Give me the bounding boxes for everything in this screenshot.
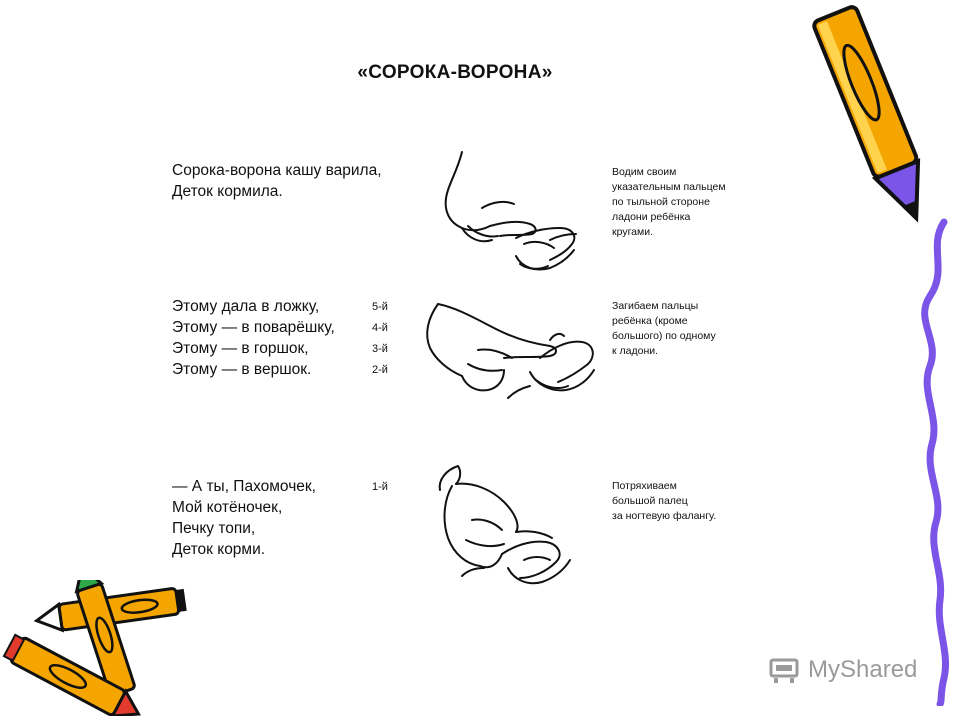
instruction-line: указательным пальцем [612, 181, 726, 193]
finger-number: 2-й [372, 364, 388, 376]
instruction-line: по тыльной стороне [612, 196, 710, 208]
verse-line: Деток кормила. [172, 183, 283, 200]
instruction-line: к ладони. [612, 345, 659, 357]
instruction-1 [612, 165, 772, 240]
verse-line: Деток корми. [172, 541, 266, 558]
instruction-line: большого) по одному [612, 330, 716, 342]
verse-2 [172, 296, 335, 380]
pencil-icon-bottom-left [0, 580, 196, 716]
hand-illustration-1 [432, 148, 592, 276]
verse-line: — А ты, Пахомочек, [172, 478, 316, 495]
verse-3 [172, 476, 316, 560]
finger-number: 5-й [372, 301, 388, 313]
hand-illustration-3 [432, 460, 584, 590]
instruction-line: Потряхиваем [612, 480, 677, 492]
instruction-line: Водим своим [612, 166, 677, 178]
instruction-line: ребёнка (кроме [612, 315, 688, 327]
finger-numbers-2 [372, 297, 388, 381]
instruction-2 [612, 299, 772, 359]
verse-line: Этому дала в ложку, [172, 298, 320, 315]
instruction-line: большой палец [612, 495, 688, 507]
hand-illustration-2 [418, 300, 602, 404]
finger-number: 3-й [372, 343, 388, 355]
watermark [768, 656, 917, 684]
verse-line: Печку топи, [172, 520, 256, 537]
watermark-logo-icon [768, 656, 800, 684]
finger-number: 1-й [372, 481, 388, 493]
finger-numbers-3 [372, 477, 388, 498]
watermark-text: MyShared [808, 656, 918, 683]
verse-line: Этому — в поварёшку, [172, 319, 335, 336]
pencil-icon-top-right [800, 0, 950, 232]
verse-line: Этому — в горшок, [172, 340, 309, 357]
instruction-line: за ногтевую фалангу. [612, 510, 717, 522]
finger-number: 4-й [372, 322, 388, 334]
instruction-3 [612, 479, 772, 524]
instruction-line: ладони ребёнка [612, 211, 691, 223]
verse-line: Этому — в вершок. [172, 361, 312, 378]
instruction-line: Загибаем пальцы [612, 300, 699, 312]
verse-line: Мой котёночек, [172, 499, 283, 516]
verse-line: Сорока-ворона кашу варила, [172, 162, 382, 179]
instruction-line: кругами. [612, 226, 654, 238]
verse-1 [172, 160, 382, 202]
page-title: «СОРОКА-ВОРОНА» [357, 62, 553, 83]
wavy-line-decoration [900, 216, 960, 706]
